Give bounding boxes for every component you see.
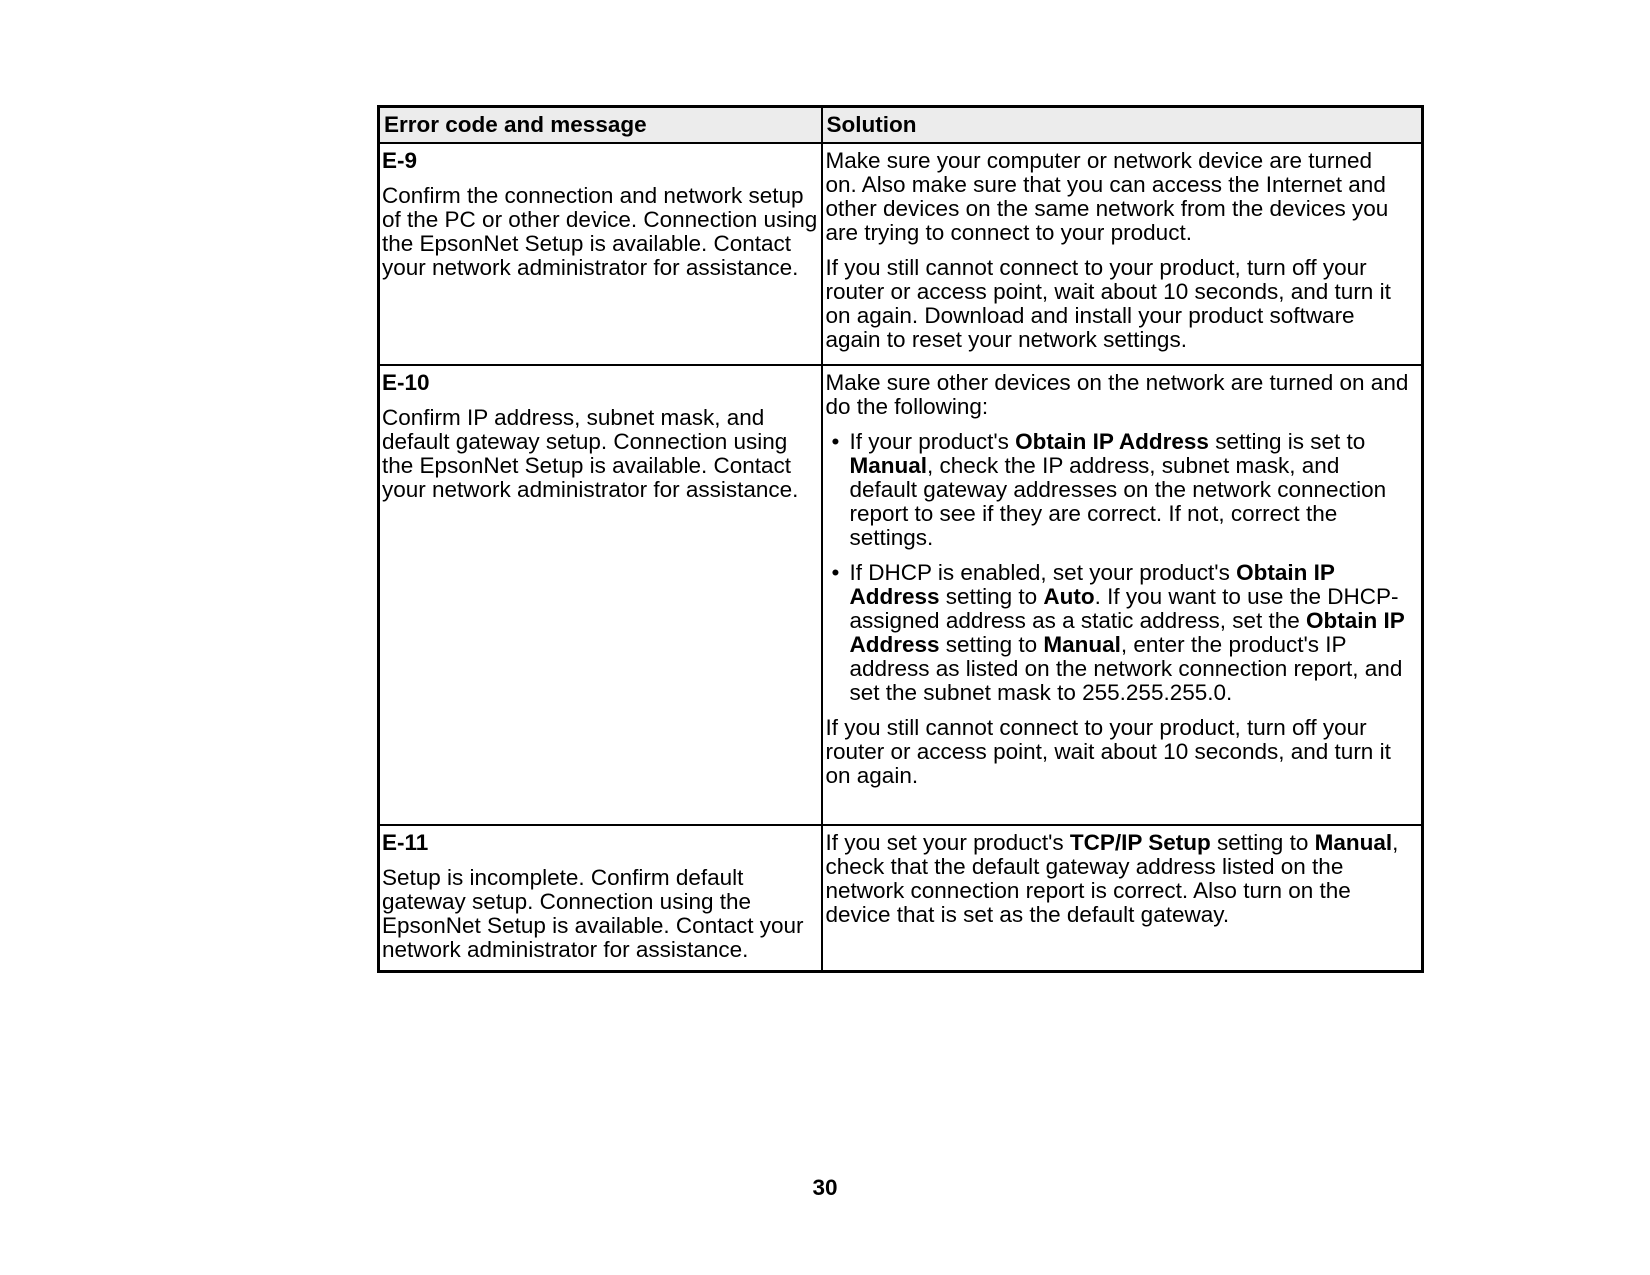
error-code-table: [377, 105, 1424, 973]
solution-cell-e10: [822, 365, 1423, 825]
error-cell-e11: [379, 825, 822, 972]
error-message: Confirm the connection and network setup of the PC or other device. Connection using the EpsonNet Setup is available. Contact your network administrator for assistance.: [382, 182, 818, 280]
solution-paragraph: If you still cannot connect to your product, turn off your router or access point, wait about 10 seconds, and turn it on again. Download and install your product software again to reset your network settings.: [825, 254, 1391, 352]
error-code: E-11: [382, 829, 429, 855]
solution-paragraph: Make sure your computer or network device are turned on. Also make sure that you can access the Internet and other devices on the same network from the devices you are trying to connect to your product.: [825, 147, 1389, 245]
error-code: E-10: [382, 369, 430, 395]
solution-paragraph: If you set your product's TCP/IP Setup setting to Manual, check that the default gateway address listed on the network connection report is correct. Also turn on the device that is set as the default gateway.: [825, 829, 1399, 927]
bullet-item: [826, 561, 1422, 705]
solution-paragraph: If you still cannot connect to your product, turn off your router or access point, wait about 10 seconds, and turn it on again.: [825, 714, 1391, 788]
table-row-e11: [379, 825, 1423, 972]
table-row-e9: [379, 143, 1423, 365]
bullet-text: If your product's Obtain IP Address setting is set to Manual, check the IP address, subnet mask, and default gateway addresses on the network connection report to see if they are correct. If not, correct the settings.: [849, 428, 1387, 550]
table-header-row: [379, 107, 1423, 143]
bullet-icon: •: [831, 428, 840, 454]
error-cell-e9: [379, 143, 822, 365]
error-message: Confirm IP address, subnet mask, and default gateway setup. Connection using the EpsonNet Setup is available. Contact your network administrator for assistance.: [382, 404, 799, 502]
error-message: Setup is incomplete. Confirm default gateway setup. Connection using the EpsonNet Setup is available. Contact your network administrator for assistance.: [382, 864, 804, 962]
table-row-e10: [379, 365, 1423, 825]
column-header-error-code: Error code and message: [379, 107, 822, 143]
column-header-solution: Solution: [822, 107, 1423, 143]
solution-paragraph: Make sure other devices on the network are turned on and do the following:: [825, 369, 1409, 419]
solution-cell-e9: [822, 143, 1423, 365]
solution-cell-e11: [822, 825, 1423, 972]
bullet-text: If DHCP is enabled, set your product's Obtain IP Address setting to Auto. If you want to use the DHCP- assigned address as a static address, set the Obtain IP Address setting to Manual, enter the product's IP address as listed on the network connection report, and set the subnet mask to 255.255.255.0.: [849, 559, 1405, 705]
error-cell-e10: [379, 365, 822, 825]
page-number: 30: [812, 1175, 838, 1200]
error-code: E-9: [382, 147, 418, 173]
bullet-icon: •: [831, 559, 840, 585]
bullet-item: [826, 430, 1422, 550]
